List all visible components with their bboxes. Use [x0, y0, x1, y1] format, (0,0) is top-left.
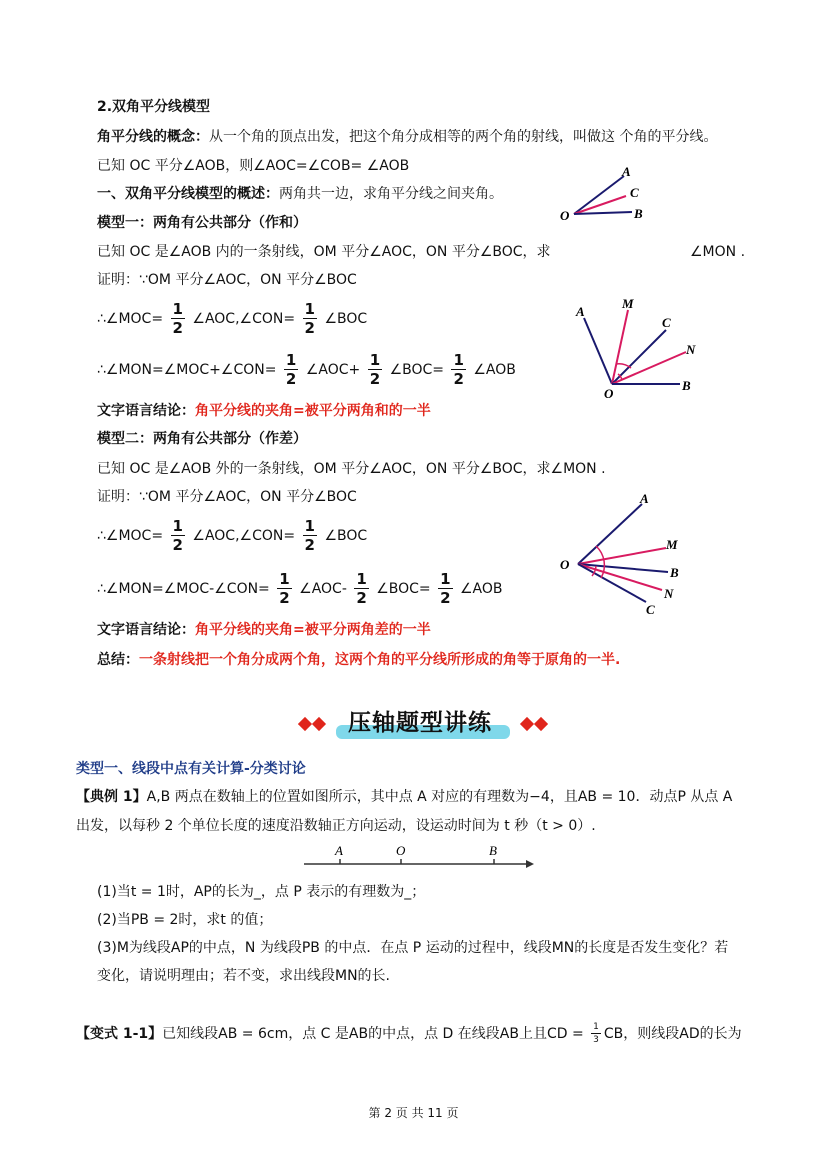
m1s1-end: ∠BOC	[324, 311, 368, 327]
fraction-half: $\frac{1}{2}$	[369, 351, 381, 388]
fraction-half: $\frac{1}{2}$	[440, 570, 451, 607]
diamond-icon	[534, 717, 548, 731]
variant-tag: 【变式 1-1】	[76, 1026, 163, 1042]
diamond-icon	[298, 717, 312, 731]
label-b: B	[489, 843, 497, 858]
model2-conclusion	[97, 619, 431, 641]
summary	[97, 649, 620, 671]
model2-proof: 证明：∵OM 平分∠AOC，ON 平分∠BOC	[97, 489, 357, 505]
fraction-half: $\frac{1}{2}$	[304, 300, 315, 337]
label-a: A	[335, 843, 343, 858]
variant-line	[76, 1023, 742, 1045]
m2-conclusion-text: 角平分线的夹角=被平分两角差的一半	[195, 622, 431, 638]
label-a: A	[576, 304, 585, 319]
label-o: O	[560, 557, 570, 572]
label-c: C	[662, 315, 671, 330]
figure-bisector-basic	[556, 162, 656, 228]
label-o: O	[604, 386, 614, 401]
m2s1-mid: ∠AOC,∠CON=	[192, 528, 296, 544]
label-c: C	[646, 602, 655, 616]
m2s1-pre: ∴∠MOC=	[97, 528, 164, 544]
m2-conclusion-label: 文字语言结论：	[97, 622, 195, 638]
variant-text-a: 已知线段AB = 6cm，点 C 是AB的中点，点 D 在线段AB上且CD =	[162, 1026, 584, 1042]
m2s2-pre: ∴∠MON=∠MOC-∠CON=	[97, 581, 270, 597]
section-title: 2.双角平分线模型	[97, 99, 211, 115]
known-bisector: 已知 OC 平分∠AOB，则∠AOC=∠COB= ∠AOB	[97, 158, 410, 174]
ray-oc	[574, 196, 626, 214]
fraction-half: $\frac{1}{2}$	[304, 517, 315, 554]
concept-line	[97, 126, 717, 148]
m1-conclusion-label: 文字语言结论：	[97, 403, 195, 419]
label-b: B	[670, 565, 679, 580]
question-3b: 变化，请说明理由；若不变，求出线段MN的长.	[97, 968, 391, 984]
variant-text-b: CB，则线段AD的长为	[603, 1026, 742, 1042]
overview-line	[97, 183, 503, 205]
label-n: N	[664, 586, 674, 601]
example1-text1: A,B 两点在数轴上的位置如图所示，其中点 A 对应的有理数为−4，且AB = 10．动点P 从点 A	[146, 789, 733, 805]
label-m: M	[622, 296, 634, 311]
figure-model2	[556, 488, 696, 616]
example1-line2: 出发，以每秒 2 个单位长度的速度沿数轴正方向运动，设运动时间为 t 秒（t > 0）.	[76, 818, 596, 834]
ray-om	[612, 310, 628, 384]
fraction-half: $\frac{1}{2}$	[453, 351, 464, 388]
type1-title: 类型一、线段中点有关计算-分类讨论	[76, 761, 306, 777]
question-1: (1)当t = 1时，AP的长为_，点 P 表示的有理数为_；	[97, 884, 426, 900]
m1s1-mid: ∠AOC,∠CON=	[192, 311, 296, 327]
m2s2-end: ∠AOB	[460, 581, 503, 597]
model1-given: 已知 OC 是∠AOB 内的一条射线，OM 平分∠AOC，ON 平分∠BOC，求	[97, 244, 551, 260]
m1s2-a: ∠AOC+	[305, 362, 361, 378]
m2s1-end: ∠BOC	[324, 528, 368, 544]
fraction-half: $\frac{1}{2}$	[172, 300, 183, 337]
fraction-third: $\frac{1}{3}$	[593, 1022, 599, 1045]
label-b: B	[682, 378, 691, 393]
question-3a: (3)M为线段AP的中点，N 为线段PB 的中点．在点 P 运动的过程中，线段MN的长度是否发生变化？若	[97, 940, 729, 956]
fraction-half: $\frac{1}{2}$	[172, 517, 183, 554]
diamond-icon	[312, 717, 326, 731]
label-m: M	[666, 537, 678, 552]
fraction-half: $\frac{1}{2}$	[356, 570, 367, 607]
model2-step2	[97, 572, 503, 606]
model1-title: 模型一：两角有公共部分（作和）	[97, 215, 307, 231]
model1-given-tail: ∠MON .	[690, 244, 746, 260]
question-2: (2)当PB = 2时，求t 的值；	[97, 912, 273, 928]
label-c: C	[630, 185, 639, 200]
model2-title: 模型二：两角有公共部分（作差）	[97, 431, 307, 447]
m1s2-end: ∠AOB	[473, 362, 516, 378]
diamond-icon	[520, 717, 534, 731]
m1s1-pre: ∴∠MOC=	[97, 311, 164, 327]
model2-step1	[97, 519, 367, 553]
label-n: N	[686, 342, 696, 357]
fraction-half: $\frac{1}{2}$	[285, 351, 297, 388]
page-footer: 第 2 页 共 11 页	[368, 1106, 459, 1120]
summary-text: 一条射线把一个角分成两个角，这两个角的平分线所形成的角等于原角的一半.	[139, 652, 621, 668]
model1-conclusion	[97, 400, 431, 422]
m1-conclusion-text: 角平分线的夹角=被平分两角和的一半	[195, 403, 431, 419]
model1-step1	[97, 302, 367, 336]
overview-label: 一、双角平分线模型的概述：	[97, 186, 279, 202]
m2s2-a: ∠AOC-	[299, 581, 347, 597]
number-line	[300, 840, 540, 872]
fraction-half: $\frac{1}{2}$	[279, 570, 290, 607]
overview-text: 两角共一边，求角平分线之间夹角。	[279, 186, 503, 202]
m1s2-b: ∠BOC=	[389, 362, 445, 378]
ray-ob	[574, 212, 632, 214]
label-a: A	[640, 491, 649, 506]
model1-step2	[97, 353, 516, 387]
angle-arc	[596, 546, 604, 578]
ray-oa	[574, 176, 624, 214]
axis-arrow-icon	[526, 860, 534, 868]
label-o: O	[560, 208, 570, 223]
label-a: A	[622, 164, 631, 179]
m2s2-b: ∠BOC=	[376, 581, 431, 597]
model1-proof: 证明：∵OM 平分∠AOC，ON 平分∠BOC	[97, 272, 357, 288]
ray-on	[612, 352, 686, 384]
figure-model1	[568, 292, 708, 404]
example1-tag: 【典例 1】	[76, 789, 147, 805]
model2-given: 已知 OC 是∠AOB 外的一条射线，OM 平分∠AOC，ON 平分∠BOC，求∠MON .	[97, 461, 606, 477]
concept-label: 角平分线的概念：	[97, 129, 209, 145]
banner-title: 压轴题型讲练	[348, 710, 492, 736]
label-o: O	[396, 843, 406, 858]
concept-text: 从一个角的顶点出发，把这个角分成相等的两个角的射线，叫做这 个角的平分线。	[209, 129, 718, 145]
label-b: B	[634, 206, 643, 221]
example1-line1	[76, 786, 732, 808]
summary-label: 总结：	[97, 652, 139, 668]
ray-oa	[584, 318, 612, 384]
m1s2-pre: ∴∠MON=∠MOC+∠CON=	[97, 362, 277, 378]
